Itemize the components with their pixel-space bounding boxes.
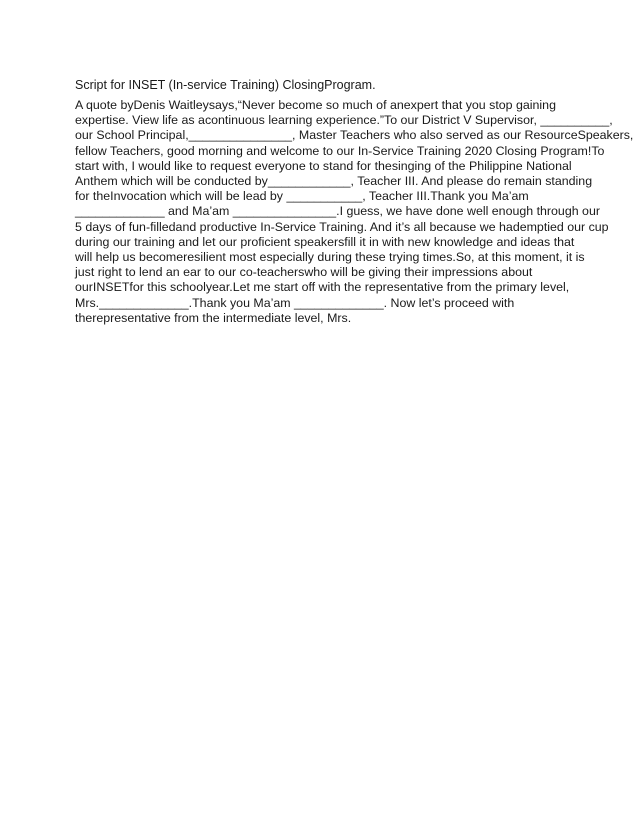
body-line-12: just right to lend an ear to our co-teacherswho will be giving their impressions about xyxy=(75,265,533,280)
body-line-14: Mrs._____________.Thank you Ma’am _____________. Now let’s proceed with xyxy=(75,295,515,310)
body-line-11: will help us becomeresilient most especially during these trying times.So, at this moment, it is xyxy=(75,250,585,265)
document-title: Script for INSET (In-service Training) ClosingProgram. xyxy=(75,78,376,92)
body-line-10: during our training and let our proficient speakersfill it in with new knowledge and ideas that xyxy=(75,234,575,249)
body-line-7: for theInvocation which will be lead by ___________, Teacher III.Thank you Ma’am xyxy=(75,189,529,204)
body-line-1: A quote byDenis Waitleysays,“Never become so much of anexpert that you stop gaining xyxy=(75,98,556,112)
body-line-4: fellow Teachers, good morning and welcome to our In-Service Training 2020 Closing Program!To xyxy=(75,143,605,158)
body-line-3: our School Principal,_______________, Master Teachers who also served as our ResourceSpeakers, xyxy=(75,128,634,143)
body-line-5: start with, I would like to request everyone to stand for thesinging of the Philippine National xyxy=(75,158,572,173)
body-line-13: ourINSETfor this schoolyear.Let me start off with the representative from the primary level, xyxy=(75,280,570,295)
body-line-9: 5 days of fun-filledand productive In-Service Training. And it’s all because we hademptied our cup xyxy=(75,219,609,234)
body-line-2: expertise. View life as acontinuous learning experience.”To our District V Supervisor, __________, xyxy=(75,113,613,128)
document-body xyxy=(75,98,634,326)
body-line-8: _____________ and Ma’am _______________.I guess, we have done well enough through our xyxy=(75,204,600,219)
body-line-15: therepresentative from the intermediate level, Mrs. xyxy=(75,310,352,325)
body-line-6: Anthem which will be conducted by____________, Teacher III. And please do remain standing xyxy=(75,174,593,189)
